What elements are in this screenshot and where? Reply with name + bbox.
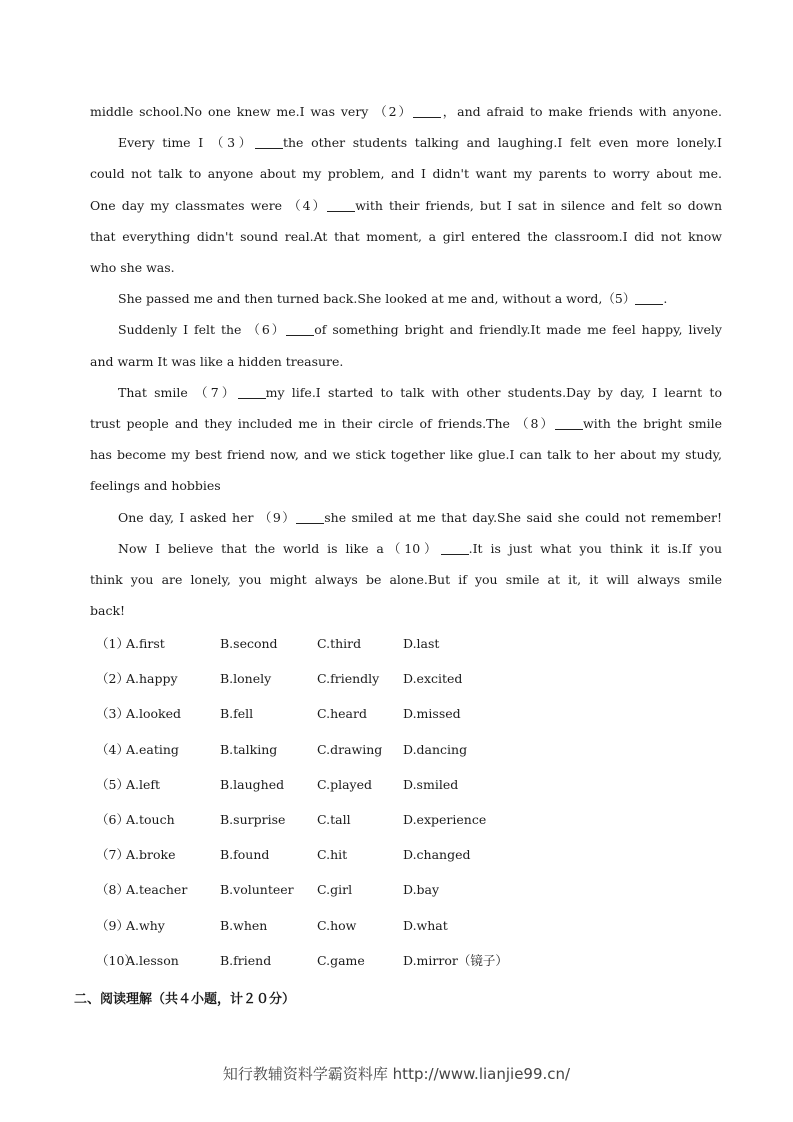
passage-line [90, 478, 722, 494]
passage-text: she smiled at me that day.She said she could not remember! [324, 509, 722, 525]
passage-text: with their friends, but I sat in silence and felt so down [355, 197, 722, 213]
question-number: （3） [96, 706, 129, 722]
option-a: A.looked [126, 706, 182, 722]
passage-text: trust people and they included me in their circle of friends.The （8） [90, 416, 556, 431]
passage-text: who she was. [90, 260, 175, 275]
option-a: A.why [126, 917, 165, 933]
passage-line [90, 572, 722, 588]
answer-blank [238, 387, 266, 399]
option-d: D.experience [403, 812, 487, 827]
option-b: B.lonely [220, 671, 272, 687]
option-c: C.drawing [317, 741, 383, 757]
footer-watermark: 知行教辅资料学霸资料库 http://www.lianjie99.cn/ [222, 1065, 571, 1083]
passage-text: my life.I started to talk with other students.Day by day, I learnt to [265, 384, 722, 400]
option-d: D.excited [403, 671, 463, 687]
passage-line [90, 260, 722, 276]
option-b: B.volunteer [220, 882, 294, 898]
answer-blank [555, 418, 583, 430]
passage-text: She passed me and then turned back.She looked at me and, without a word,（5） [118, 291, 636, 307]
passage-line [90, 416, 722, 432]
passage-text: with the bright smile [583, 416, 722, 431]
answer-blank [327, 200, 355, 212]
passage-text: . [663, 291, 668, 307]
passage-text: and warm It was like a hidden treasure. [90, 353, 344, 369]
passage-line [90, 229, 722, 245]
passage-text: Now I believe that the world is like a（10） [118, 540, 441, 556]
section-heading: 二、阅读理解（共４小题，计２０分） [74, 992, 296, 1007]
option-b: B.laughed [220, 776, 285, 792]
passage-text: feelings and hobbies [90, 478, 221, 494]
passage-text: One day my classmates were （4） [90, 197, 328, 213]
passage-line [118, 541, 722, 557]
option-d: D.smiled [403, 776, 459, 792]
option-b: B.friend [220, 952, 272, 968]
question-number: （1） [96, 636, 129, 651]
option-d: D.bay [403, 882, 440, 898]
option-a: A.first [126, 636, 165, 651]
passage-text: of something bright and friendly.It made me feel happy, lively [314, 322, 722, 338]
option-d: D.mirror（镜子） [403, 952, 508, 968]
answer-blank [296, 512, 324, 524]
option-b: B.fell [220, 706, 254, 722]
option-a: A.touch [126, 812, 175, 827]
answer-blank [413, 106, 441, 118]
passage-line [118, 135, 722, 151]
option-c: C.played [317, 776, 373, 792]
passage-line [118, 385, 722, 401]
answer-blank [441, 543, 469, 555]
option-b: B.found [220, 847, 270, 863]
option-a: A.eating [126, 741, 179, 757]
passage-line [90, 198, 722, 214]
passage-text: ，and afraid to make friends with anyone. [440, 104, 722, 119]
passage-line [118, 291, 722, 307]
passage-line [118, 322, 722, 338]
question-number: （8） [96, 882, 129, 898]
passage-text: could not talk to anyone about my problem, and I didn't want my parents to worry about me. [90, 166, 722, 182]
passage-line [90, 354, 722, 370]
option-c: C.tall [317, 812, 351, 827]
question-number: （6） [96, 812, 129, 827]
option-a: A.left [126, 776, 161, 792]
option-c: C.girl [317, 882, 353, 898]
answer-blank [635, 293, 663, 305]
option-c: C.game [317, 952, 365, 968]
passage-text: .It is just what you think it is.If you [468, 540, 722, 556]
question-number: （7） [96, 847, 129, 863]
option-c: C.third [317, 636, 362, 651]
option-a: A.lesson [126, 952, 179, 968]
passage-line [118, 510, 722, 526]
passage-text: Every time I （3） [118, 135, 255, 151]
passage-text: that everything didn't sound real.At that moment, a girl entered the classroom.I did not know [90, 228, 722, 244]
passage-line [90, 166, 722, 182]
option-d: D.missed [403, 706, 461, 722]
option-c: C.friendly [317, 671, 380, 687]
passage-text: think you are lonely, you might always be alone.But if you smile at it, it will always smile [90, 572, 722, 587]
option-d: D.dancing [403, 741, 468, 757]
passage-line [90, 603, 722, 619]
option-b: B.when [220, 917, 268, 933]
option-c: C.hit [317, 847, 348, 863]
passage-line [90, 104, 722, 120]
question-number: （9） [96, 917, 129, 933]
option-b: B.talking [220, 741, 278, 757]
option-d: D.last [403, 636, 440, 651]
option-b: B.surprise [220, 812, 286, 827]
passage-text: has become my best friend now, and we stick together like glue.I can talk to her about my study, [90, 447, 722, 463]
option-c: C.heard [317, 706, 367, 722]
question-number: （5） [96, 776, 129, 792]
passage-text: That smile （7） [118, 384, 238, 400]
option-c: C.how [317, 917, 357, 933]
passage-text: Suddenly I felt the （6） [118, 322, 287, 338]
option-a: A.teacher [126, 882, 188, 898]
answer-blank [255, 137, 283, 149]
passage-text: back! [90, 603, 126, 619]
option-a: A.broke [126, 847, 176, 863]
option-a: A.happy [126, 671, 178, 687]
passage-text: One day, I asked her （9） [118, 509, 297, 525]
question-number: （2） [96, 671, 129, 687]
option-b: B.second [220, 636, 278, 651]
passage-line [90, 447, 722, 463]
answer-blank [286, 324, 314, 336]
passage-text: the other students talking and laughing.I felt even more lonely.I [282, 135, 722, 151]
option-d: D.changed [403, 847, 471, 863]
option-d: D.what [403, 917, 448, 933]
question-number: （10） [96, 952, 137, 968]
question-number: （4） [96, 741, 129, 757]
passage-text: middle school.No one knew me.I was very （2） [90, 104, 413, 119]
